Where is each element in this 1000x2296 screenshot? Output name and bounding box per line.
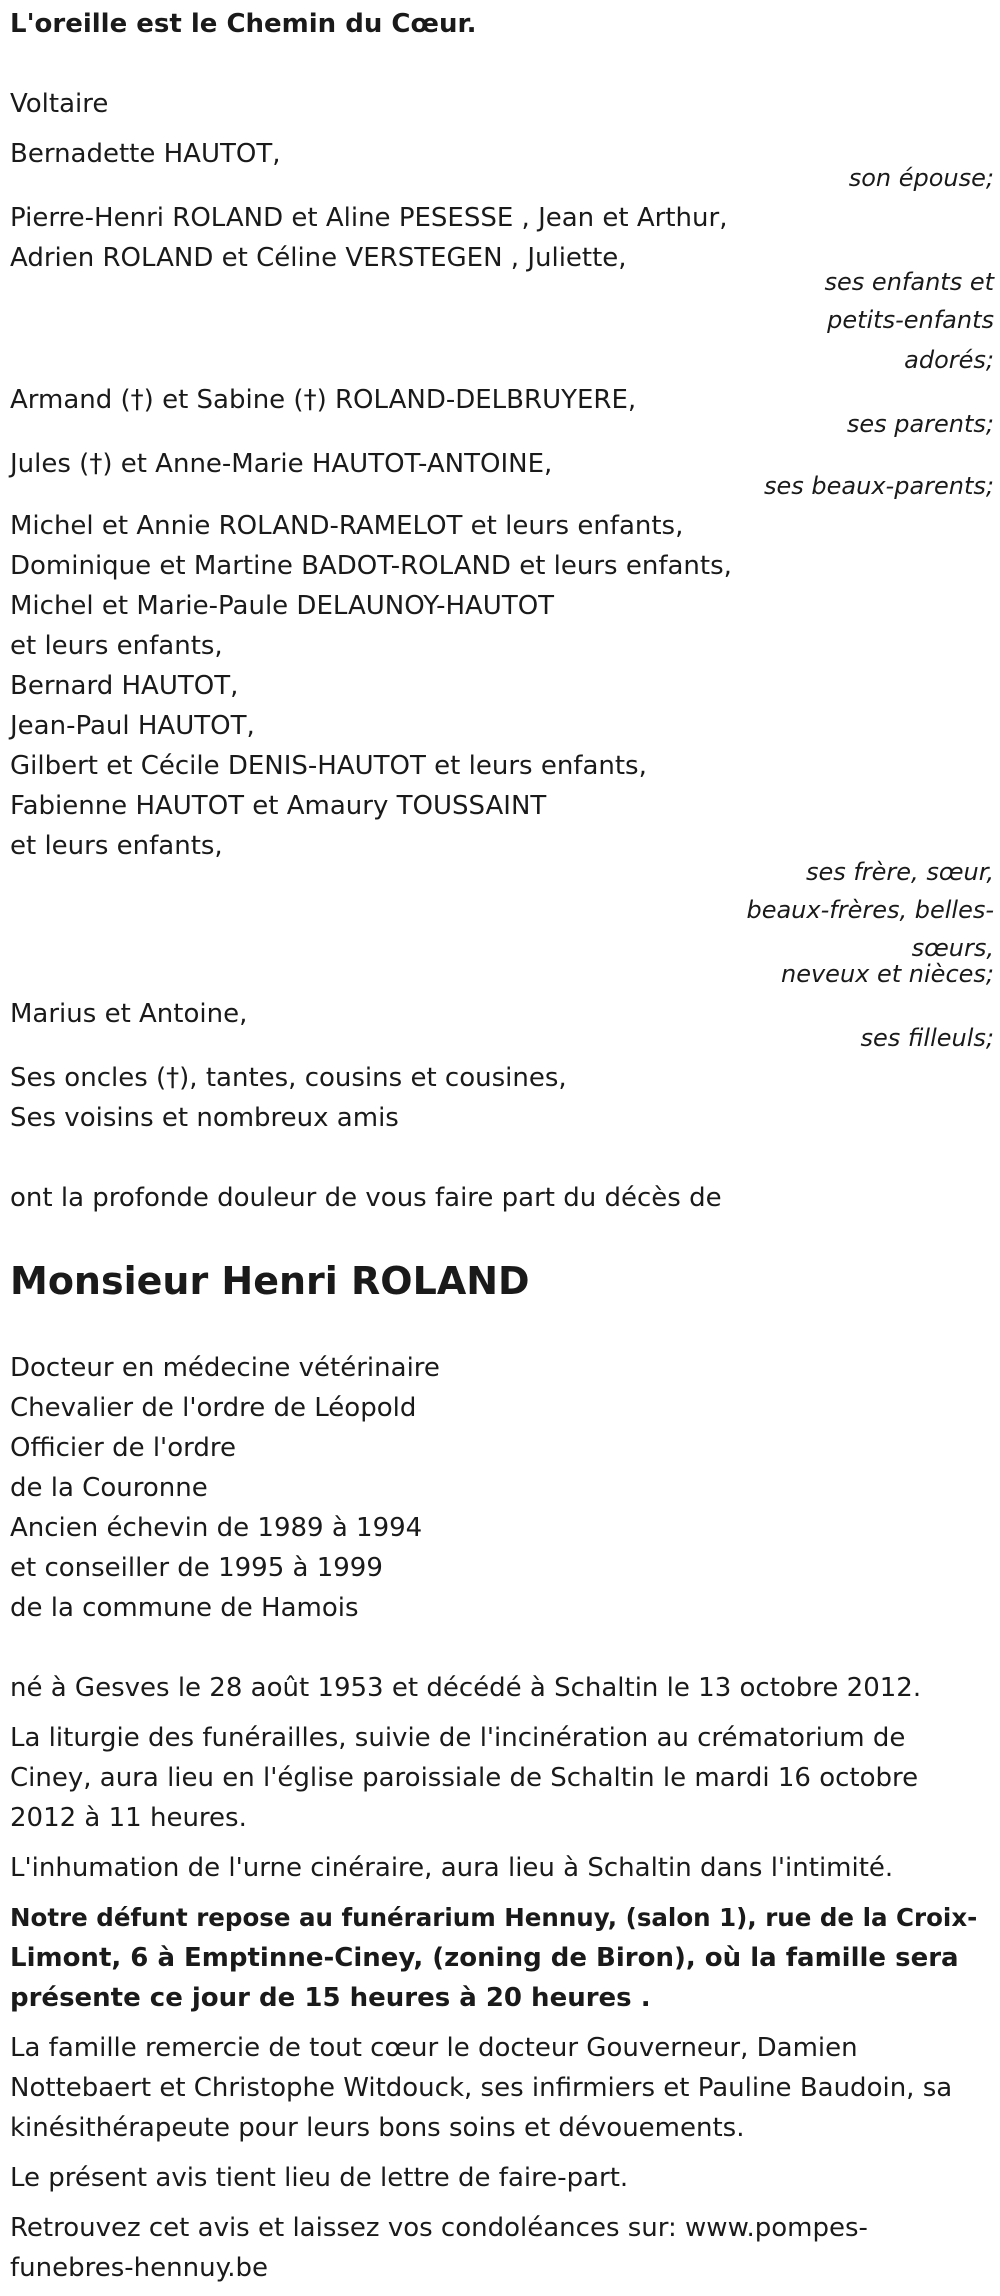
siblings-relation-3: sœurs, bbox=[911, 934, 994, 962]
others-line-2: Ses voisins et nombreux amis bbox=[10, 1103, 399, 1133]
sibling-line: Michel et Marie-Paule DELAUNOY-HAUTOT bbox=[10, 591, 555, 621]
inlaws-relation: ses beaux-parents; bbox=[764, 472, 994, 500]
children-line-2: Adrien ROLAND et Céline VERSTEGEN , Juliette, bbox=[10, 243, 627, 273]
repose-line-3: présente ce jour de 15 heures à 20 heures . bbox=[10, 1983, 651, 2013]
children-relation-3: adorés; bbox=[904, 346, 994, 374]
deceased-title: Ancien échevin de 1989 à 1994 bbox=[10, 1513, 423, 1543]
thanks-line-2: Nottebaert et Christophe Witdouck, ses infirmiers et Pauline Baudoin, sa bbox=[10, 2073, 953, 2103]
repose-line-2: Limont, 6 à Emptinne-Ciney, (zoning de Biron), où la famille sera bbox=[10, 1943, 959, 1973]
repose-line-1: Notre défunt repose au funérarium Hennuy, (salon 1), rue de la Croix- bbox=[10, 1903, 978, 1932]
spouse-relation: son épouse; bbox=[848, 164, 994, 192]
thanks-line-3: kinésithérapeute pour leurs bons soins et dévouements. bbox=[10, 2113, 745, 2143]
sibling-line: et leurs enfants, bbox=[10, 631, 223, 661]
siblings-relation-4: neveux et nièces; bbox=[781, 960, 994, 988]
deceased-title: Officier de l'ordre bbox=[10, 1433, 236, 1463]
deceased-name: Monsieur Henri ROLAND bbox=[10, 1259, 530, 1303]
notice: Le présent avis tient lieu de lettre de faire-part. bbox=[10, 2163, 629, 2193]
deceased-title: Chevalier de l'ordre de Léopold bbox=[10, 1393, 417, 1423]
sibling-line: Gilbert et Cécile DENIS-HAUTOT et leurs enfants, bbox=[10, 751, 647, 781]
godchildren-relation: ses filleuls; bbox=[860, 1024, 994, 1052]
condolences-line-1: Retrouvez cet avis et laissez vos condoléances sur: www.pompes- bbox=[10, 2213, 868, 2243]
parents-name: Armand (†) et Sabine (†) ROLAND-DELBRUYERE, bbox=[10, 385, 637, 415]
funeral-line-2: Ciney, aura lieu en l'église paroissiale de Schaltin le mardi 16 octobre bbox=[10, 1763, 919, 1793]
deceased-title: de la commune de Hamois bbox=[10, 1593, 359, 1623]
parents-relation: ses parents; bbox=[846, 410, 994, 438]
funeral-line-1: La liturgie des funérailles, suivie de l'incinération au crématorium de bbox=[10, 1723, 906, 1753]
sibling-line: Bernard HAUTOT, bbox=[10, 671, 239, 701]
others-line-1: Ses oncles (†), tantes, cousins et cousines, bbox=[10, 1063, 567, 1093]
deceased-title: et conseiller de 1995 à 1999 bbox=[10, 1553, 383, 1583]
announcement: ont la profonde douleur de vous faire part du décès de bbox=[10, 1183, 722, 1213]
funeral-line-3: 2012 à 11 heures. bbox=[10, 1803, 247, 1833]
sibling-line: Fabienne HAUTOT et Amaury TOUSSAINT bbox=[10, 791, 547, 821]
burial-info: L'inhumation de l'urne cinéraire, aura lieu à Schaltin dans l'intimité. bbox=[10, 1853, 894, 1883]
inlaws-name: Jules (†) et Anne-Marie HAUTOT-ANTOINE, bbox=[10, 449, 553, 479]
birth-death-info: né à Gesves le 28 août 1953 et décédé à Schaltin le 13 octobre 2012. bbox=[10, 1673, 922, 1703]
spouse-name: Bernadette HAUTOT, bbox=[10, 139, 281, 169]
quote: L'oreille est le Chemin du Cœur. bbox=[10, 9, 477, 39]
godchildren-name: Marius et Antoine, bbox=[10, 999, 248, 1029]
thanks-line-1: La famille remercie de tout cœur le docteur Gouverneur, Damien bbox=[10, 2033, 858, 2063]
sibling-line: et leurs enfants, bbox=[10, 831, 223, 861]
siblings-relation-2: beaux-frères, belles- bbox=[746, 896, 994, 924]
quote-author: Voltaire bbox=[10, 89, 109, 119]
sibling-line: Michel et Annie ROLAND-RAMELOT et leurs enfants, bbox=[10, 511, 684, 541]
children-line-1: Pierre-Henri ROLAND et Aline PESESSE , Jean et Arthur, bbox=[10, 203, 728, 233]
deceased-title: de la Couronne bbox=[10, 1473, 208, 1503]
sibling-line: Jean-Paul HAUTOT, bbox=[10, 711, 255, 741]
deceased-title: Docteur en médecine vétérinaire bbox=[10, 1353, 440, 1383]
siblings-relation-1: ses frère, sœur, bbox=[805, 858, 994, 886]
children-relation-1: ses enfants et bbox=[824, 268, 994, 296]
condolences-line-2: funebres-hennuy.be bbox=[10, 2253, 269, 2283]
children-relation-2: petits-enfants bbox=[827, 306, 994, 334]
sibling-line: Dominique et Martine BADOT-ROLAND et leurs enfants, bbox=[10, 551, 732, 581]
